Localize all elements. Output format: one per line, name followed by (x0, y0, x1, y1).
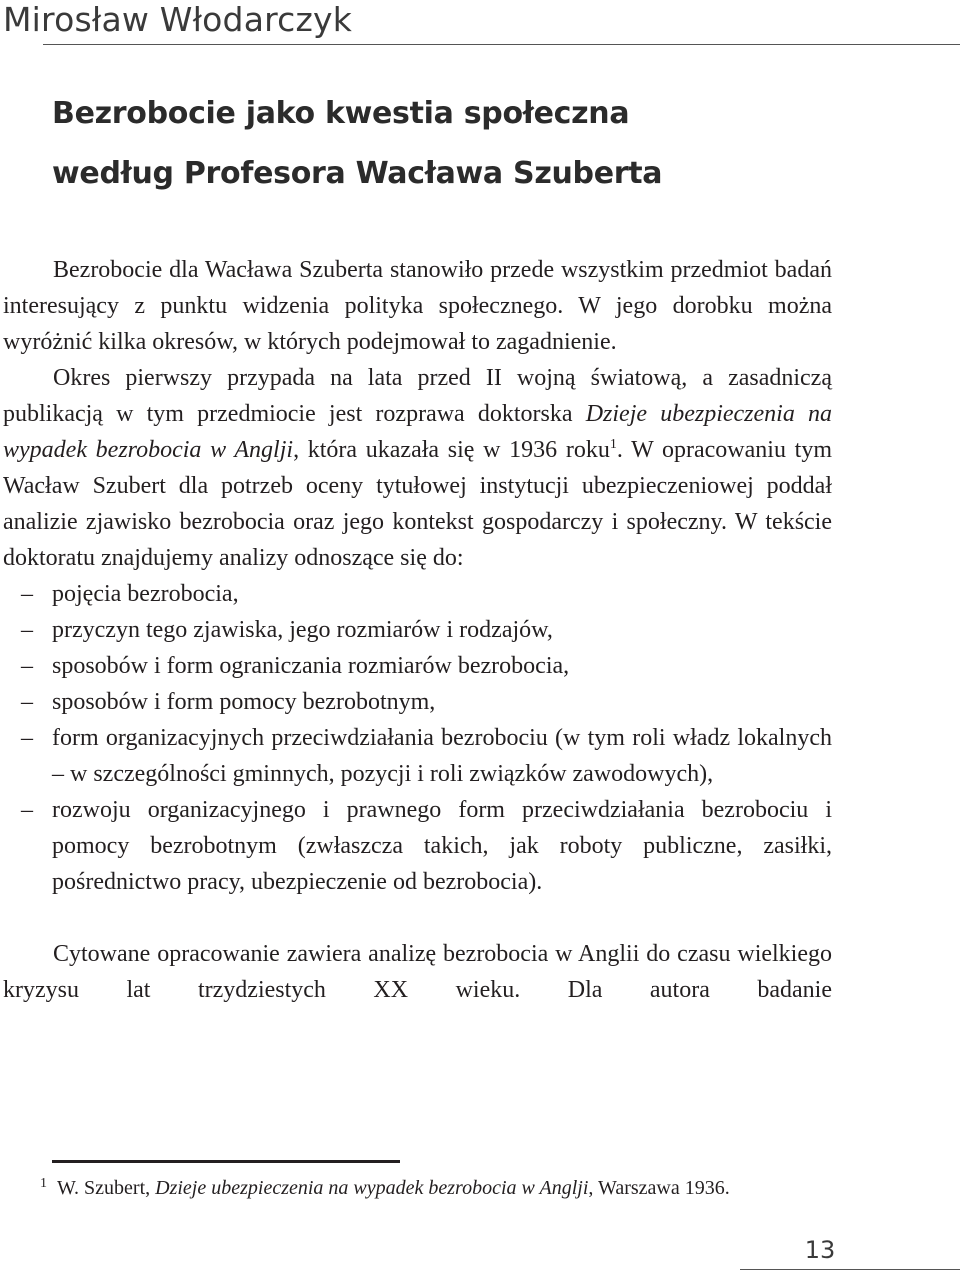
page-number-rule (740, 1269, 960, 1270)
running-head (0, 0, 960, 50)
second-paragraph-lead: Okres pierwszy przypada na lata przed II wojną światową, a zasadniczą publikacją w tym przedmiocie jest rozprawa doktorska (3, 365, 832, 427)
list-item: – rozwoju organizacyjnego i prawnego form przeciwdziałania bezrobociu i pomocy bezrobotnym (zwłaszcza takich, jak roboty publiczne, zasiłki, pośrednictwo pracy, ubezpieczenie od bezrobocia). (3, 792, 832, 900)
page-number: 13 (804, 1236, 836, 1264)
footnote-rest: , Warszawa 1936. (588, 1177, 730, 1199)
footnote-author: W. Szubert, (57, 1177, 156, 1199)
second-paragraph-rest: . W opracowaniu tym Wacław Szubert dla potrzeb oceny tytułowej instytucji ubezpieczeniowej poddał analizie zjawisko bezrobocia oraz jego kontekst gospodarczy i społeczny. W tekście doktoratu znajdujemy analizy odnoszące się do: (3, 437, 832, 571)
footnote-reference[interactable]: 1 (609, 437, 617, 452)
footnote (40, 1170, 860, 1202)
second-paragraph (3, 360, 832, 576)
list-item: – przyczyn tego zjawiska, jego rozmiarów i rodzajów, (3, 612, 832, 648)
list-item: – form organizacyjnych przeciwdziałania bezrobociu (w tym roli władz lokalnych – w szczególności gminnych, pozycji i roli związków zawodowych), (3, 720, 832, 792)
book-title: Dzieje ubezpieczenia na wypadek bezrobocia w Anglji (3, 401, 833, 463)
running-head-rule (43, 44, 960, 45)
article-title (52, 84, 932, 204)
second-paragraph-after-title: , która ukazała się w 1936 roku (293, 437, 610, 463)
article-title-line-2: według Profesora Wacława Szuberta (52, 156, 663, 191)
third-paragraph: Cytowane opracowanie zawiera analizę bezrobocia w Anglii do czasu wielkiego kryzysu lat trzydziestych XX wieku. Dla autora badanie (3, 941, 832, 1003)
list-item: – pojęcia bezrobocia, (3, 576, 832, 612)
list-item: – sposobów i form pomocy bezrobotnym, (3, 684, 832, 720)
footnote-separator (52, 1160, 400, 1163)
list-item: – sposobów i form ograniczania rozmiarów bezrobocia, (3, 648, 832, 684)
paragraph-gap (3, 900, 832, 936)
footnote-number: 1 (40, 1176, 47, 1191)
article-body (3, 252, 832, 1008)
intro-paragraph: Bezrobocie dla Wacława Szuberta stanowiło przede wszystkim przedmiot badań interesujący z punktu widzenia polityka społecznego. W jego dorobku można wyróżnić kilka okresów, w których podejmował to zagadnienie. (3, 257, 832, 355)
article-title-line-1: Bezrobocie jako kwestia społeczna (52, 96, 630, 131)
footnote-title: Dzieje ubezpieczenia na wypadek bezrobocia w Anglji (155, 1177, 589, 1199)
analysis-topics-list (3, 576, 832, 900)
running-head-author: Mirosław Włodarczyk (3, 0, 353, 39)
